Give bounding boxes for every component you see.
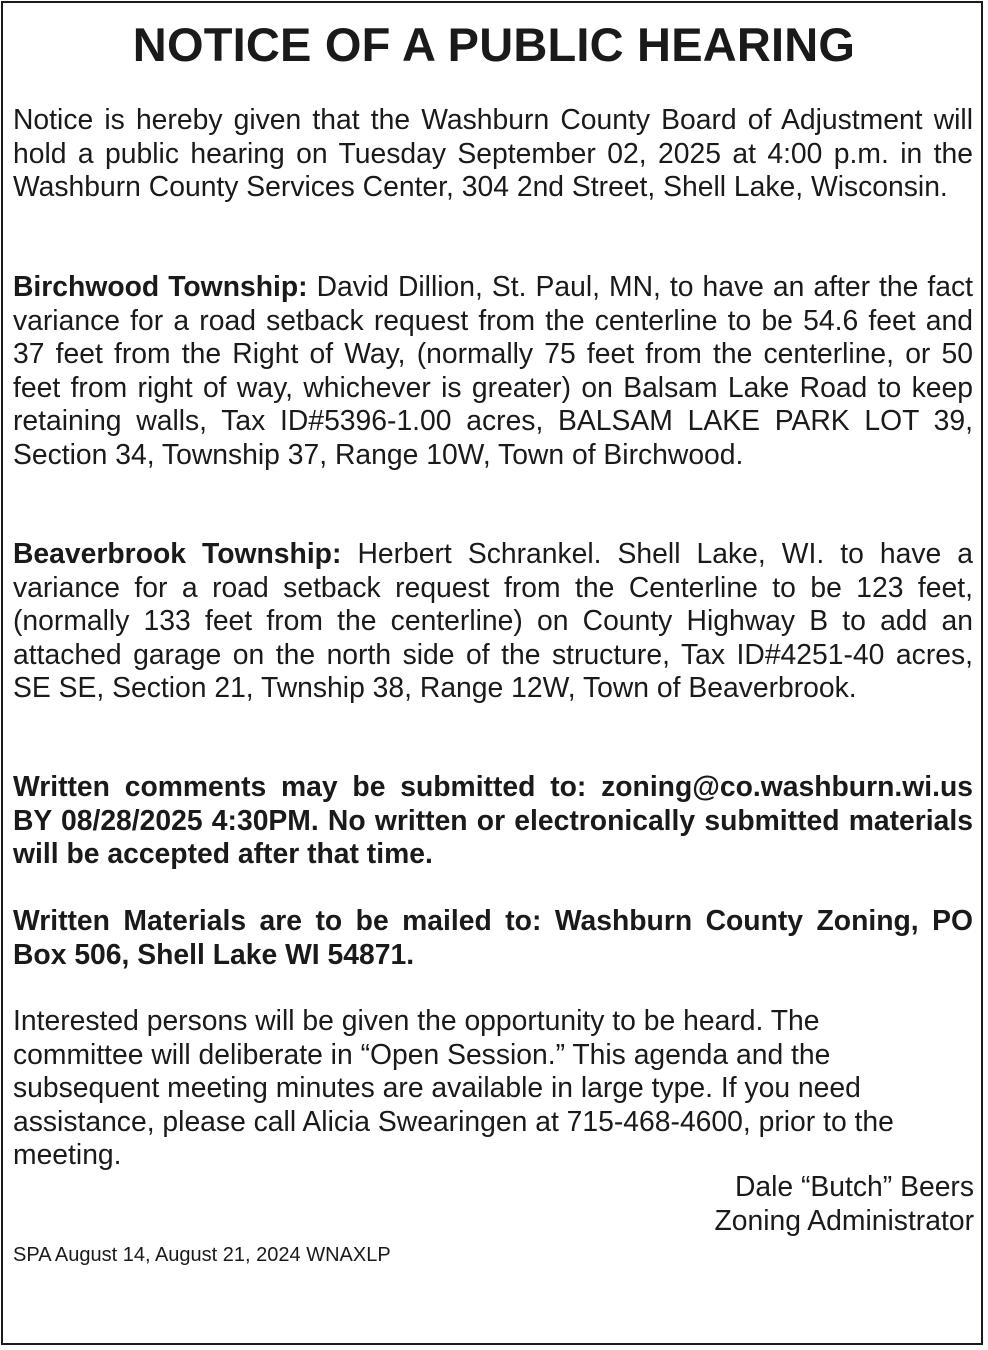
beaverbrook-text: Herbert Schrankel. Shell Lake, WI. to have a variance for a road setback request from the Centerline to be 123 feet, (normally 133 feet from the centerline) on County Highway B to add an attached garage on the north side of the structure, Tax ID#4251-40 acres, SE SE, Section 21, Twnship 38, Range 12W, Town of Beaverbrook.	[13, 537, 973, 704]
interested-persons-paragraph: Interested persons will be given the opportunity to be heard. The committee will deliberate in “Open Session.” This agenda and the subsequent meeting minutes are available in large type. If you need assistance, please call Alicia Swearingen at 715-468-4600, prior to the meeting.	[13, 1004, 894, 1171]
written-comments-paragraph: Written comments may be submitted to: zoning@co.washburn.wi.us BY 08/28/2025 4:30PM. No written or electronically submitted materials will be accepted after that time.	[13, 770, 973, 870]
beaverbrook-heading: Beaverbrook Township:	[13, 537, 342, 569]
notice-title: NOTICE OF A PUBLIC HEARING	[132, 18, 856, 71]
written-materials-paragraph: Written Materials are to be mailed to: Washburn County Zoning, PO Box 506, Shell Lake WI 54871.	[13, 904, 973, 970]
signature-title: Zoning Administrator	[714, 1204, 974, 1236]
birchwood-heading: Birchwood Township:	[13, 270, 308, 302]
intro-paragraph: Notice is hereby given that the Washburn County Board of Adjustment will hold a public hearing on Tuesday September 02, 2025 at 4:00 p.m. in the Washburn County Services Center, 304 2nd Street, Shell Lake, Wisconsin.	[13, 103, 973, 203]
signature-name: Dale “Butch” Beers	[734, 1170, 974, 1202]
beaverbrook-paragraph	[13, 537, 973, 705]
birchwood-text: David Dillion, St. Paul, MN, to have an after the fact variance for a road setback request from the centerline to be 54.6 feet and 37 feet from the Right of Way, (normally 75 feet from the centerline, or 50 feet from right of way, whichever is greater) on Balsam Lake Road to keep retaining walls, Tax ID#5396-1.00 acres, BALSAM LAKE PARK LOT 39, Section 34, Township 37, Range 10W, Town of Birchwood.	[13, 270, 973, 470]
birchwood-paragraph	[13, 270, 973, 472]
publication-footer: SPA August 14, August 21, 2024 WNAXLP	[13, 1244, 391, 1266]
